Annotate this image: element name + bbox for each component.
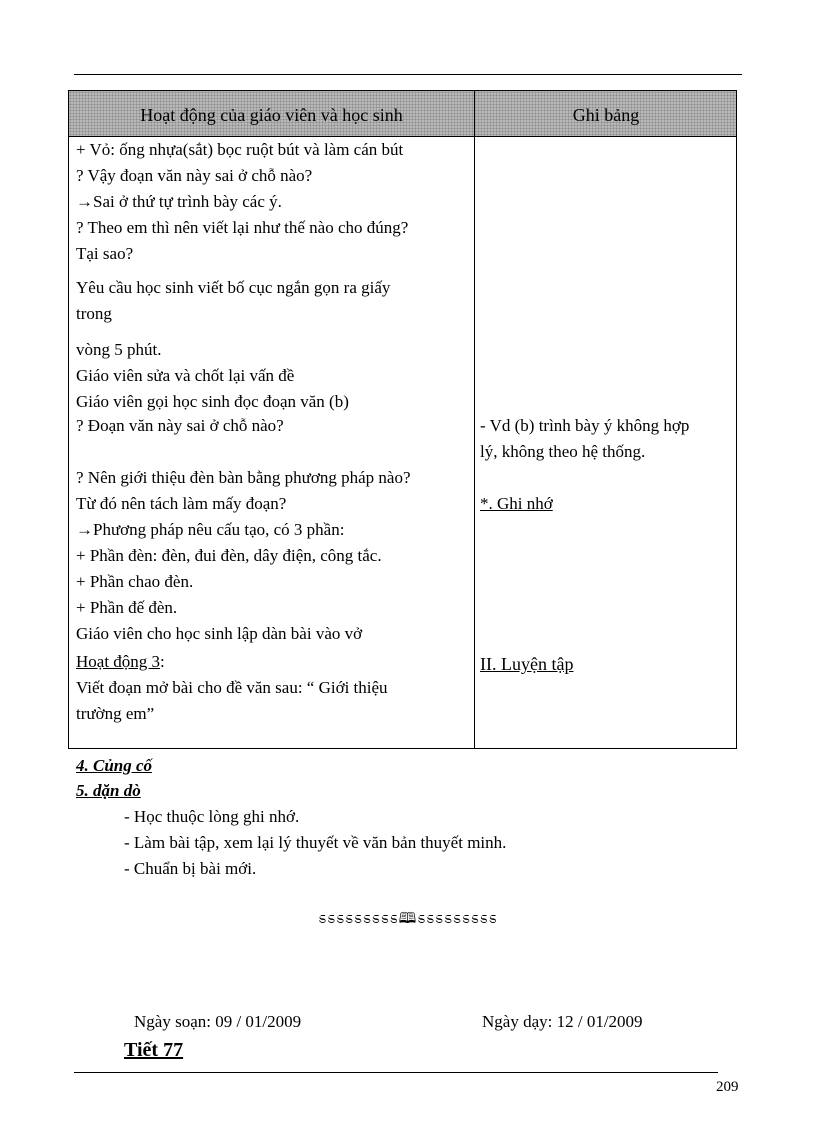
left-line: ? Vậy đoạn văn này sai ở chỗ nào? <box>76 166 313 185</box>
left-line: + Phần chao đèn. <box>76 572 194 591</box>
right-line: lý, không theo hệ thống. <box>480 442 646 461</box>
bottom-rule <box>74 1072 718 1073</box>
left-line: + Phần đế đèn. <box>76 598 178 617</box>
left-line: Giáo viên gọi học sinh đọc đoạn văn (b) <box>76 392 349 411</box>
right-line: - Vd (b) trình bày ý không hợp <box>480 416 690 435</box>
left-line: →Sai ở thứ tự trình bày các ý. <box>76 192 282 211</box>
left-line: trường em” <box>76 704 155 723</box>
top-rule <box>74 74 742 75</box>
lesson-title: Tiết 77 <box>124 1039 184 1061</box>
homework-item: - Học thuộc lòng ghi nhớ. <box>124 807 300 826</box>
left-line: + Phần đèn: đèn, đui đèn, dây điện, công tắc. <box>76 546 382 565</box>
homework-item: - Làm bài tập, xem lại lý thuyết về văn bản thuyết minh. <box>124 833 507 852</box>
left-line: ? Đoạn văn này sai ở chỗ nào? <box>76 416 284 435</box>
column-divider <box>474 91 475 748</box>
left-line: vòng 5 phút. <box>76 340 162 359</box>
homework-item: - Chuẩn bị bài mới. <box>124 859 257 878</box>
left-line: Từ đó nên tách làm mấy đoạn? <box>76 494 287 513</box>
date-taught: Ngày dạy: 12 / 01/2009 <box>482 1012 643 1031</box>
memo-heading: *. Ghi nhớ <box>480 494 553 513</box>
left-line: trong <box>76 304 112 323</box>
section-4-heading: 4. Củng cố <box>76 756 153 775</box>
left-line: Giáo viên sửa và chốt lại vấn đề <box>76 366 295 385</box>
page-number: 209 <box>716 1079 739 1095</box>
header-activities: Hoạt động của giáo viên và học sinh <box>140 105 403 125</box>
left-line: ? Theo em thì nên viết lại như thế nào cho đúng? <box>76 218 409 237</box>
left-line: Yêu cầu học sinh viết bố cục ngắn gọn ra giấy <box>76 278 391 297</box>
section-5-heading: 5. dặn dò <box>76 781 141 800</box>
activity-3-heading: Hoạt động 3: <box>76 652 165 671</box>
header-board-notes: Ghi bảng <box>572 105 640 125</box>
left-line: Viết đoạn mở bài cho đề văn sau: “ Giới thiệu <box>76 678 388 697</box>
left-line: Tại sao? <box>76 244 134 263</box>
left-line: + Vỏ: ống nhựa(sắt) bọc ruột bút và làm cán bút <box>76 140 404 159</box>
left-line: ? Nên giới thiệu đèn bàn bằng phương pháp nào? <box>76 468 411 487</box>
ornament-divider: ಽಽಽಽಽಽಽಽಽ🕮ಽಽಽಽಽಽಽಽಽ <box>318 911 498 927</box>
left-line: →Phương pháp nêu cấu tạo, có 3 phần: <box>76 520 345 539</box>
practice-heading: II. Luyện tập <box>480 654 574 674</box>
left-line: Giáo viên cho học sinh lập dàn bài vào vở <box>76 624 363 643</box>
date-prepared: Ngày soạn: 09 / 01/2009 <box>134 1012 302 1031</box>
